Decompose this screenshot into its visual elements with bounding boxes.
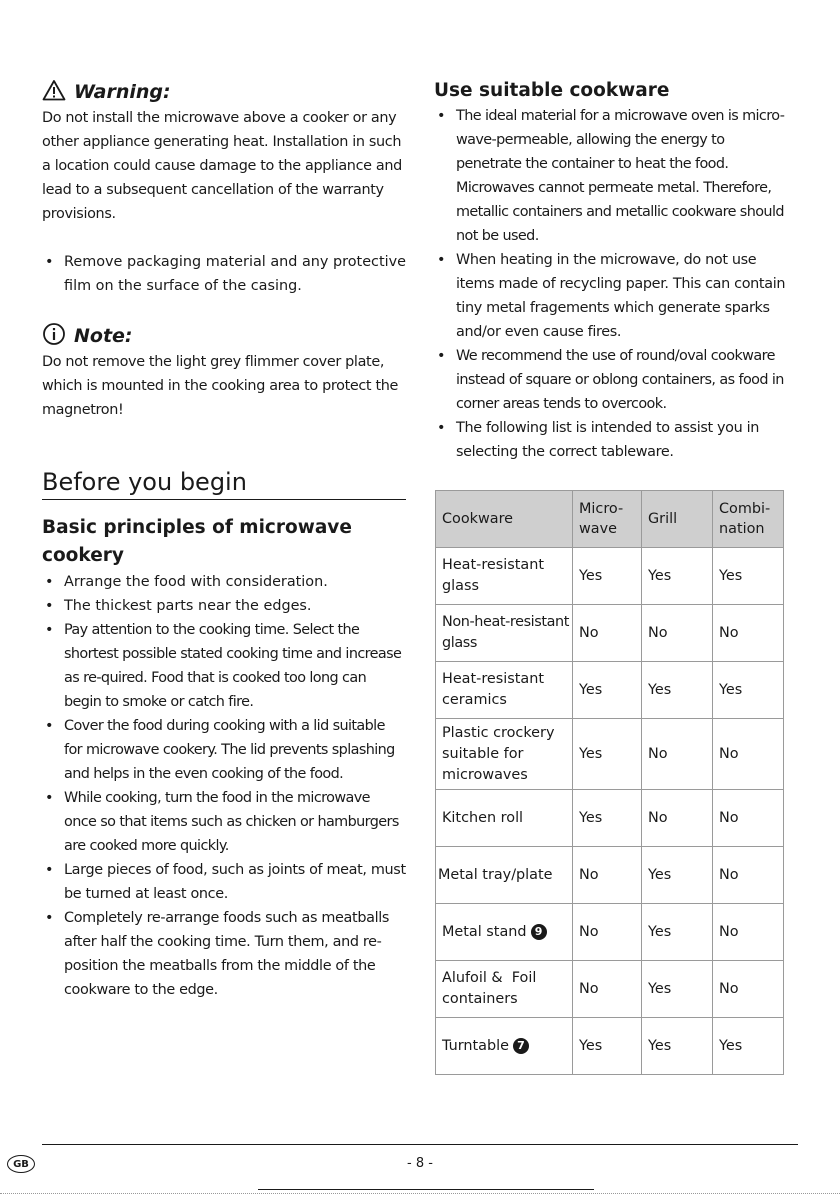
list-item: • Large pieces of food, such as joints of meat, must be turned at least once.: [42, 858, 406, 906]
table-cell: Yes: [573, 1018, 642, 1075]
cookware-table: [435, 490, 784, 1075]
table-cell: Yes: [573, 790, 642, 847]
table-cell: No: [713, 847, 784, 904]
table-cell: No: [713, 790, 784, 847]
table-header: Combi-nation: [713, 491, 784, 548]
part-number-badge: 9: [531, 924, 547, 940]
table-row: [436, 548, 784, 605]
table-row: [436, 961, 784, 1018]
table-cell: Yes: [573, 548, 642, 605]
table-cell: Yes: [573, 719, 642, 790]
table-cell: No: [642, 719, 713, 790]
crop-line: [0, 1193, 840, 1194]
table-cell: Heat-resistant glass: [436, 548, 573, 605]
table-cell: Yes: [642, 662, 713, 719]
list-item: • When heating in the microwave, do not use items made of recycling paper. This can contain tiny metal fragements which generate sparks and/or even cause fires.: [434, 248, 788, 344]
list-item-text: The ideal material for a microwave oven is micro-wave-permeable, allowing the energy to penetrate the container to heat the food.: [456, 108, 785, 172]
cookware-name: Metal stand: [442, 923, 527, 940]
table-cell: Yes: [713, 548, 784, 605]
table-header: Cookware: [436, 491, 573, 548]
table-cell: Yes: [713, 662, 784, 719]
note-text: Do not remove the light grey flimmer cover plate, which is mounted in the cooking area to protect the magnetron!: [42, 354, 399, 418]
table-cell: No: [713, 719, 784, 790]
list-item: • The thickest parts near the edges.: [42, 594, 406, 618]
basics-heading: Basic principles of microwave cookery: [42, 517, 352, 566]
table-cell: Yes: [713, 1018, 784, 1075]
table-cell: No: [713, 961, 784, 1018]
section-heading-before-you-begin: Before you begin: [42, 468, 406, 500]
cookware-name: Turntable: [442, 1037, 509, 1054]
table-cell: No: [713, 605, 784, 662]
footer-divider: [42, 1144, 798, 1145]
table-row: [436, 847, 784, 904]
table-cell: [436, 1018, 573, 1075]
table-cell: [436, 904, 573, 961]
table-cell: No: [573, 605, 642, 662]
list-item: • Cover the food during cooking with a lid suitable for microwave cookery. The lid prevents splashing and helps in the even cooking of the food.: [42, 714, 406, 786]
table-cell: Yes: [642, 961, 713, 1018]
left-column: [42, 78, 406, 1002]
cookware-list: [434, 104, 788, 464]
table-row: [436, 719, 784, 790]
warning-text: Do not install the microwave above a cooker or any other appliance generating heat. Installation in such a location could cause damage to the appliance and lead to a subsequent cancellation of the warranty provisions.: [42, 110, 402, 222]
table-cell: Plastic crockery suitable for microwaves: [436, 719, 573, 790]
table-cell: No: [642, 790, 713, 847]
part-number-badge: 7: [513, 1038, 529, 1054]
list-item: • Pay attention to the cooking time. Select the shortest possible stated cooking time and increase as re-quired. Food that is cooked too long can begin to smoke or catch fire.: [42, 618, 406, 714]
list-item: • We recommend the use of round/oval cookware instead of square or oblong containers, as food in corner areas tends to overcook.: [434, 344, 788, 416]
table-cell: No: [713, 904, 784, 961]
warning-title: Warning:: [74, 81, 171, 103]
warning-triangle-icon: [42, 79, 66, 106]
table-cell: Yes: [573, 662, 642, 719]
cookware-heading: Use suitable cookware: [434, 80, 670, 101]
list-item: • Arrange the food with consideration.: [42, 570, 406, 594]
page-number: - 8 -: [407, 1156, 433, 1171]
table-row: [436, 1018, 784, 1075]
table-cell: No: [573, 904, 642, 961]
table-cell: Heat-resistant ceramics: [436, 662, 573, 719]
table-cell: No: [573, 847, 642, 904]
table-cell: Yes: [642, 548, 713, 605]
table-row: [436, 904, 784, 961]
note-heading: [42, 322, 406, 350]
table-cell: Alufoil & Foil containers: [436, 961, 573, 1018]
table-cell: Metal tray/plate: [436, 847, 573, 904]
list-item: • The following list is intended to assist you in selecting the correct tableware.: [434, 416, 788, 464]
list-item-extra: Microwaves cannot permeate metal. Therefore, metallic containers and metallic cookware should not be used.: [456, 180, 784, 244]
table-cell: No: [573, 961, 642, 1018]
table-header: Micro-wave: [573, 491, 642, 548]
table-row: [436, 662, 784, 719]
table-cell: Yes: [642, 904, 713, 961]
table-row: [436, 605, 784, 662]
table-cell: Non-heat-resistant glass: [436, 605, 573, 662]
right-column: [434, 78, 788, 464]
warning-heading: [42, 78, 406, 106]
note-title: Note:: [74, 325, 133, 347]
info-icon: [42, 322, 66, 351]
basics-list: [42, 570, 406, 1002]
table-row: [436, 790, 784, 847]
prep-list: [42, 250, 406, 298]
country-badge: GB: [7, 1155, 35, 1173]
list-item: • While cooking, turn the food in the microwave once so that items such as chicken or hamburgers are cooked more quickly.: [42, 786, 406, 858]
table-cell: Kitchen roll: [436, 790, 573, 847]
bottom-rule: [258, 1189, 594, 1190]
table-header: Grill: [642, 491, 713, 548]
list-item: [434, 104, 788, 248]
list-item: • Completely re-arrange foods such as meatballs after half the cooking time. Turn them, and re-position the meatballs from the middle of the cookware to the edge.: [42, 906, 406, 1002]
list-item: • Remove packaging material and any protective film on the surface of the casing.: [42, 250, 406, 298]
table-header-row: [436, 491, 784, 548]
table-cell: Yes: [642, 847, 713, 904]
table-cell: No: [642, 605, 713, 662]
table-cell: Yes: [642, 1018, 713, 1075]
